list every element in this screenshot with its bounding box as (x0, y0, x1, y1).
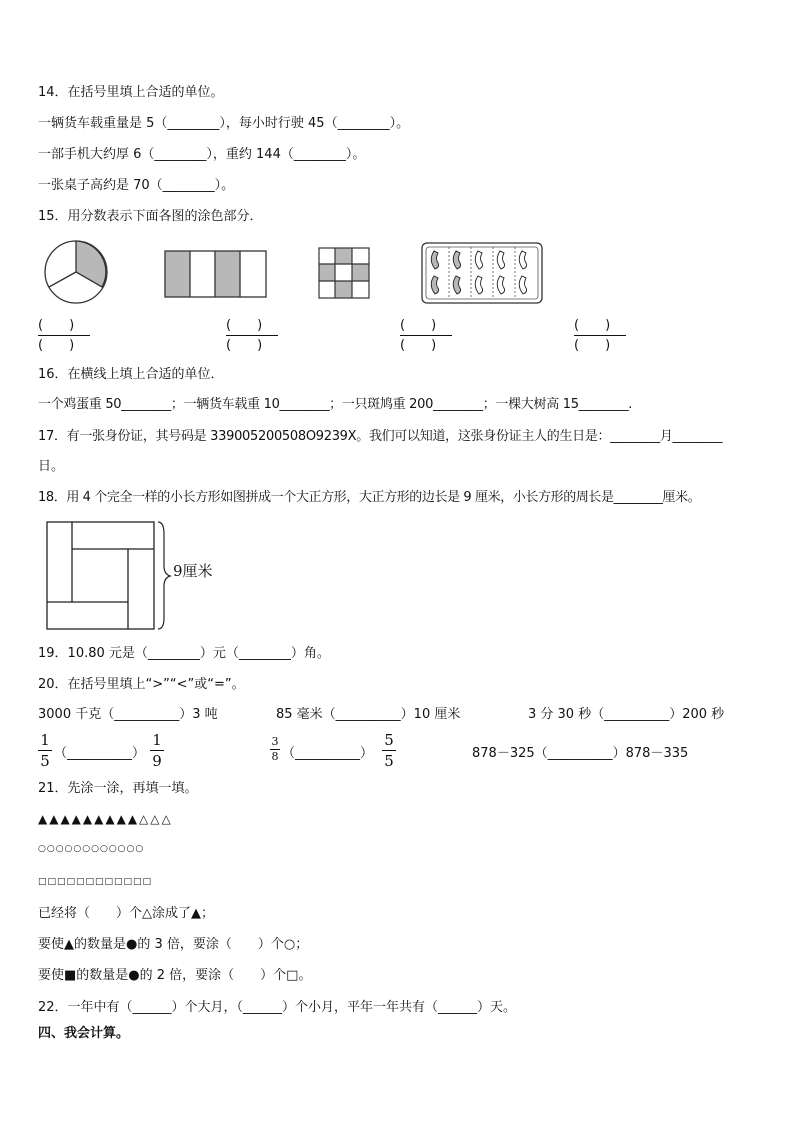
fraction-numerator-blank: ( ) (574, 318, 611, 333)
section-4-heading: 四、我会计算。 (38, 1026, 130, 1041)
fraction-bar (38, 750, 52, 751)
fraction-denominator: 8 (271, 750, 279, 763)
fraction-numerator-blank: ( ) (400, 318, 437, 333)
fraction-bar (400, 335, 452, 336)
q15-banana-figure (421, 242, 543, 304)
q15-circle-figure (40, 240, 114, 304)
q17-line-2: 日。 (38, 459, 65, 474)
q16-line: 一个鸡蛋重 50________；一辆货车载重 10________；一只斑鸠重 200________；一棵大树高 15________. (38, 397, 633, 412)
fraction-numerator: 1 (40, 731, 50, 749)
q15-fraction-answer-3[interactable] (400, 317, 452, 354)
fraction-numerator: 5 (384, 731, 394, 749)
q21-title: 21．先涂一涂，再填一填。 (38, 781, 198, 796)
fraction-bar (574, 335, 626, 336)
q20-compare-1: 3000 千克（__________）3 吨 (38, 707, 218, 722)
fraction-numerator: 1 (152, 731, 162, 749)
q14-line-3: 一张桌子高约是 70（________）。 (38, 178, 235, 193)
q22-text: 22．一年中有（______）个大月，（______）个小月，平年一年共有（______）天。 (38, 1000, 517, 1015)
fraction-numerator-blank: ( ) (38, 318, 75, 333)
fraction-bar (226, 335, 278, 336)
fraction-denominator: 5 (40, 752, 50, 770)
q17-line-1: 17．有一张身份证，其号码是 339005200508O9239X。我们可以知道，这张身份证主人的生日是：________月________ (38, 429, 723, 444)
q15-fraction-answer-2[interactable] (226, 317, 278, 354)
q21-square-row: □□□□□□□□□□□□ (38, 877, 153, 887)
q20-title: 20．在括号里填上“>”“<”或“=”。 (38, 677, 245, 692)
q20-compare-5-blank: （__________） (282, 746, 374, 761)
q20-compare-6: 878－325（__________）878－335 (472, 746, 689, 761)
q20-compare-2: 85 毫米（__________）10 厘米 (276, 707, 461, 722)
fraction-numerator-blank: ( ) (226, 318, 263, 333)
q20-fraction-4 (382, 731, 396, 770)
q18-text: 18．用 4 个完全一样的小长方形如图拼成一个大正方形，大正方形的边长是 9 厘米，小长方形的周长是________厘米。 (38, 490, 701, 505)
fraction-denominator-blank: ( ) (38, 338, 75, 353)
q15-grid-figure (318, 247, 370, 299)
fraction-denominator-blank: ( ) (226, 338, 263, 353)
q14-title: 14．在括号里填上合适的单位。 (38, 85, 224, 100)
q18-side-label: 9厘米 (173, 562, 213, 580)
q21-circle-row: ○○○○○○○○○○○○ (38, 844, 145, 854)
q21-triangle-row: ▲▲▲▲▲▲▲▲▲△△△ (38, 812, 173, 826)
fraction-denominator-blank: ( ) (574, 338, 611, 353)
fraction-bar (382, 750, 396, 751)
q15-title: 15．用分数表示下面各图的涂色部分． (38, 209, 263, 224)
fraction-denominator: 9 (152, 752, 162, 770)
q14-line-1: 一辆货车载重量是 5（________），每小时行驶 45（________）。 (38, 116, 410, 131)
fraction-denominator: 5 (384, 752, 394, 770)
q15-rectangle-figure (164, 250, 268, 298)
q16-title: 16．在横线上填上合适的单位． (38, 367, 224, 382)
q14-line-2: 一部手机大约厚 6（________），重约 144（________）。 (38, 147, 366, 162)
q21-line-2: 要使▲的数量是●的 3 倍，要涂（ ）个○； (38, 937, 309, 952)
q19-text: 19．10.80 元是（________）元（________）角。 (38, 646, 330, 661)
fraction-numerator: 3 (271, 735, 279, 748)
q21-line-1: 已经将（ ）个△涂成了▲； (38, 906, 214, 921)
q20-compare-4-blank: （__________） (54, 746, 146, 761)
q20-fraction-1 (38, 731, 52, 770)
q15-fraction-answer-4[interactable] (574, 317, 626, 354)
fraction-denominator-blank: ( ) (400, 338, 437, 353)
q20-fraction-2 (150, 731, 164, 770)
fraction-bar (150, 750, 164, 751)
q21-line-3: 要使■的数量是●的 2 倍，要涂（ ）个□。 (38, 968, 312, 983)
q20-fraction-3 (270, 736, 280, 763)
fraction-bar (38, 335, 90, 336)
q15-fraction-answer-1[interactable] (38, 317, 90, 354)
q20-compare-3: 3 分 30 秒（__________）200 秒 (528, 707, 725, 722)
